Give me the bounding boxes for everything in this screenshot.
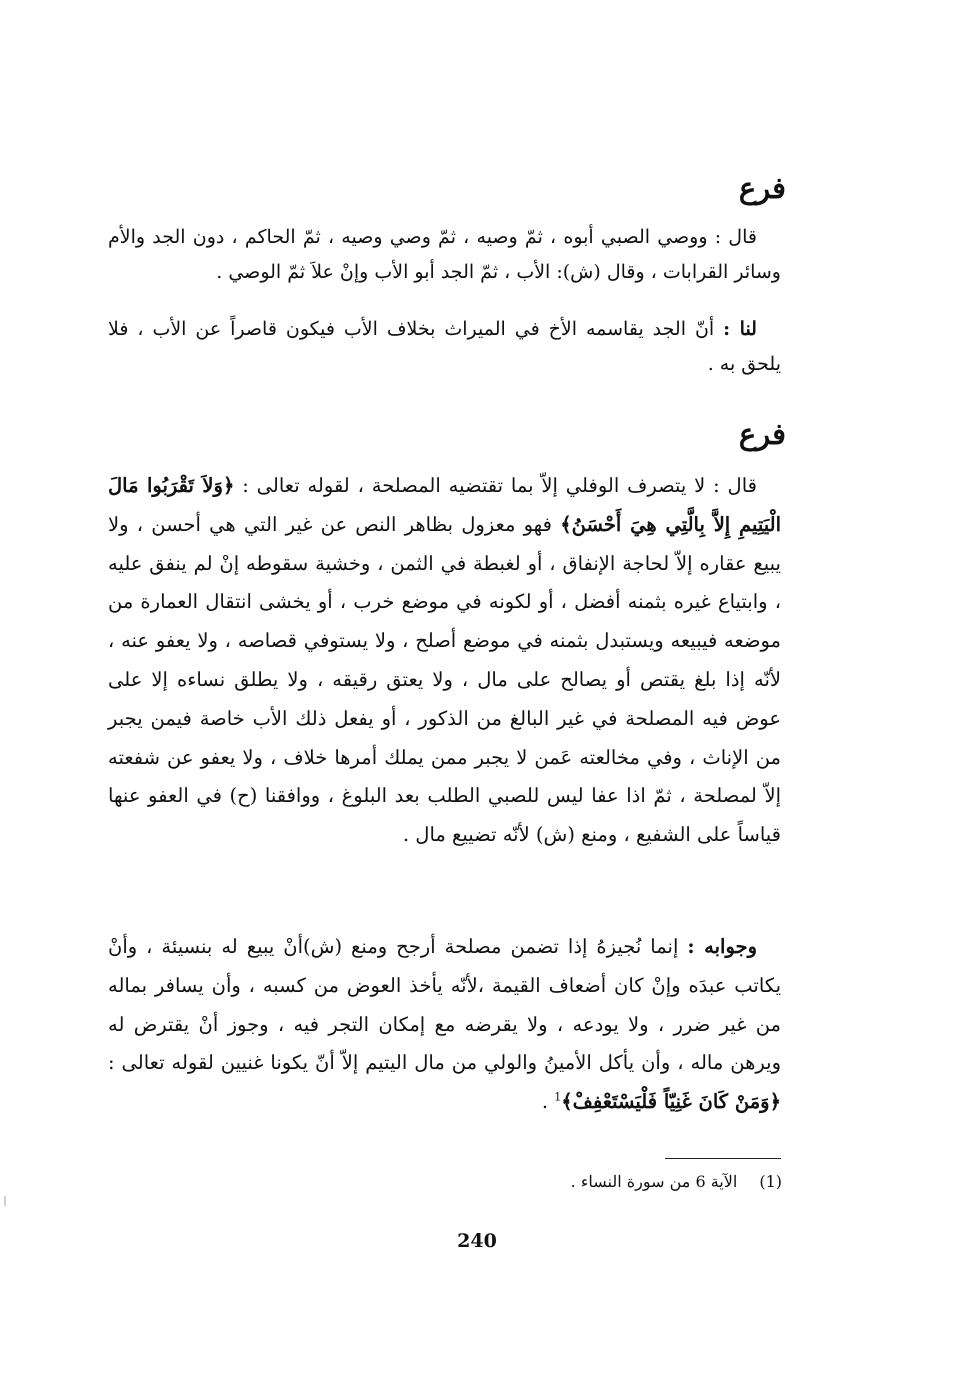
quran-verse: ﴿وَلاَ تَقْرَبُوا مَالَ الْيَتِيمِ إِلاَّ بِالَّتِي هِيَ أَحْسَنُ﴾ [108, 474, 782, 536]
paragraph-text: أنّ الجد يقاسمه الأخ في الميراث بخلاف الأب فيكون قاصراً عن الأب ، فلا يلحق به . [108, 318, 781, 375]
quran-verse: ﴿وَمَنْ كَانَ غَنِيّاً فَلْيَسْتَعْفِفْ﴾ [561, 1090, 781, 1114]
page-number: 240 [457, 1230, 497, 1252]
paragraph [108, 928, 781, 1122]
footnote-marker: 1 [554, 1090, 562, 1104]
paragraph-text: فهو معزول بظاهر النص عن غير التي هي أحسن ، ولا يبيع عقاره إلاّ لحاجة الإنفاق ، أو لغبطة في الثمن ، وخشية سقوطه إنْ لم ينفق عليه ، وابتياع غيره بثمنه أفضل ، أو لكونه في موضع خرب ، أو يخشى انتقال العمارة من موضعه فيبيعه ويستبدل بثمنه في موضع أصلح ، ولا يستوفي قصاصه ، ولا يعفو عنه ، لأنّه إذا بلغ يقتص أو يصالح على مال ، ولا يعتق رقيقه ، ولا يطلق نساءه إلا على عوض فيه المصلحة في غير البالغ من الذكور ، أو يفعل ذلك الأب خاصة فيمن يجبر من الإناث ، وفي مخالعته عَمن لا يجبر ممن يملك أمرها خلاف ، ولا يعفو عن شفعته إلاّ لمصلحة ، ثمّ اذا عفا ليس للصبي الطلب بعد البلوغ ، ووافقنا (ح) في العفو عنها قياساً على الشفيع ، ومنع (ش) لأنّه تضييع مال . [108, 512, 781, 847]
paragraph-text: قال : لا يتصرف الوفلي إلاّ بما تقتضيه المصلحة ، لقوله تعالى : [234, 474, 757, 497]
paragraph [108, 220, 781, 290]
section-1-argument [108, 312, 781, 382]
paragraph [108, 467, 781, 855]
paragraph-lead: وجوابه : [687, 935, 757, 958]
paragraph-text: . [541, 1090, 555, 1114]
scan-edge-mark [4, 1196, 6, 1206]
paragraph-text: إنما نُجيزهُ إذا تضمن مصلحة أرجح ومنع (ش)أنْ يبيع له بنسيئة ، وأنْ يكاتب عبدَه وإنْ كان أضعاف القيمة ،لأنّه يأخذ العوض من كسبه ، وأن يسافر بماله من غير ضرر ، ولا يودعه ، ولا يقرضه مع إمكان التجر فيه ، وجوز أنْ يقترض له ويرهن ماله ، وأن يأكل الأمينُ والولي من مال اليتيم إلاّ أنّ يكونا غنيين لقوله تعالى : [108, 935, 781, 1075]
footnote-text: الآية 6 من سورة النساء . [570, 1172, 738, 1191]
footnote-number: (1) [759, 1172, 782, 1191]
section-heading: فرع [738, 171, 786, 205]
paragraph [108, 312, 781, 382]
section-1-body [108, 220, 781, 290]
footnote [571, 1170, 782, 1194]
section-2-answer [108, 928, 781, 1122]
section-2-body [108, 467, 781, 855]
paragraph-text: قال : ووصي الصبي أبوه ، ثمّ وصيه ، ثمّ وصي وصيه ، ثمّ الحاكم ، دون الجد والأم وسائر القرابات ، وقال (ش): الأب ، ثمّ الجد أبو الأب وإنْ علاَ ثمّ الوصي . [108, 226, 781, 283]
section-heading: فرع [738, 417, 786, 451]
footnote-separator [665, 1158, 781, 1159]
paragraph-lead: لنا : [723, 318, 757, 340]
